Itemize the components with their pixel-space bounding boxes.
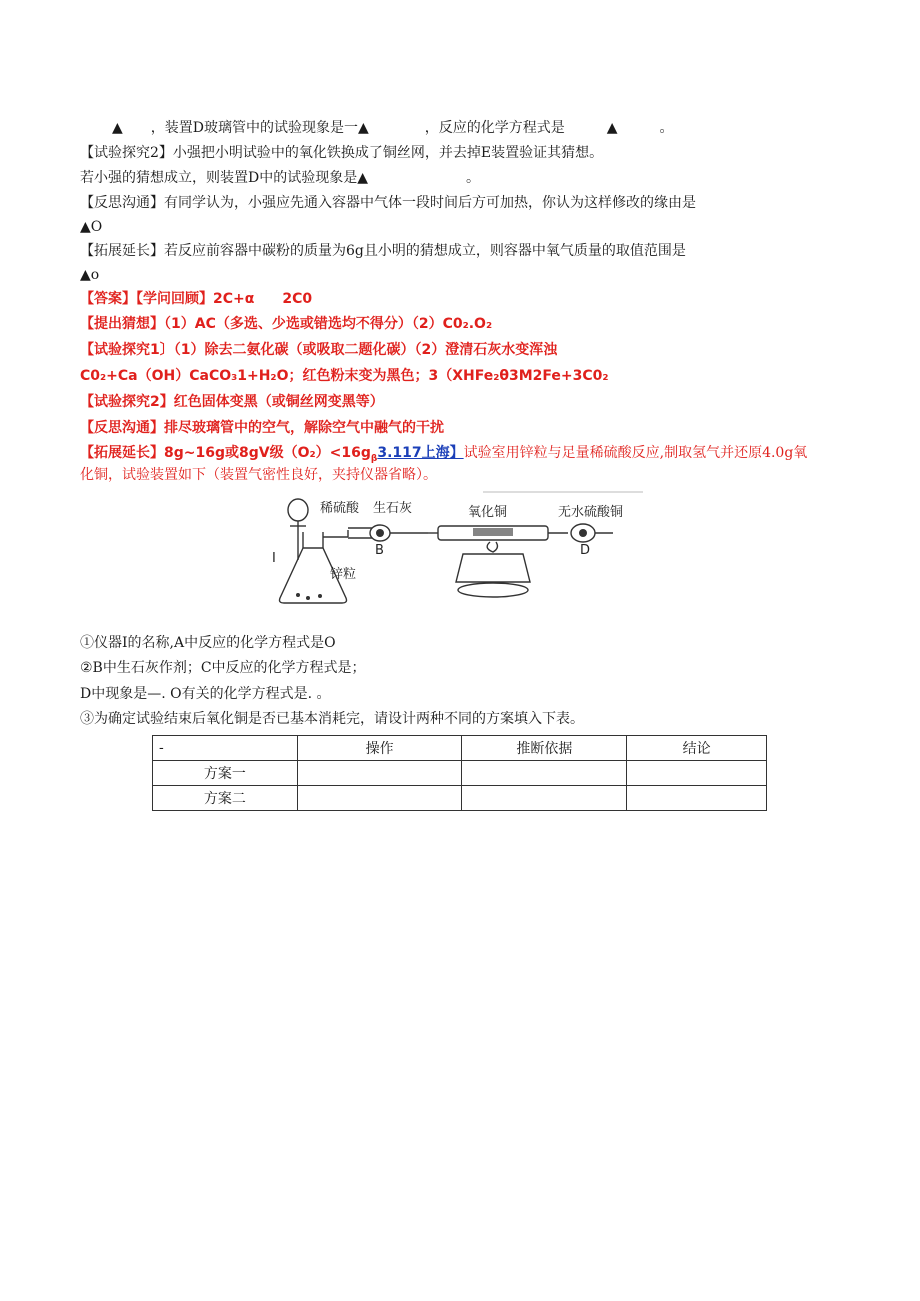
table-header-cell: 操作 bbox=[297, 736, 462, 761]
alcohol-lamp-icon bbox=[458, 583, 528, 597]
zinc-granule bbox=[318, 594, 322, 598]
question-4: ③为确定试验结束后氧化铜是否已基本消耗完，请设计两种不同的方案填入下表。 bbox=[80, 711, 584, 727]
table-cell-basis bbox=[462, 786, 627, 811]
table-header-cell: 推断依据 bbox=[462, 736, 627, 761]
label-zinc-granules: 锌粒 bbox=[330, 567, 357, 582]
answer-line-4: C0₂+Ca（OH）CaCO₃1+H₂O；红色粉末变为黑色；3（XHFe₂θ3M2Fe+3C0₂ bbox=[80, 368, 609, 384]
label-copper-oxide: 氧化铜 bbox=[468, 505, 508, 520]
answer-line-8: 化铜，试验装置如下（装置气密性良好，夹持仪器省略）。 bbox=[80, 467, 437, 483]
table-cell-conclusion bbox=[627, 761, 767, 786]
cuso4-granules bbox=[579, 529, 587, 537]
text-line-1: ▲ ，装置D玻璃管中的试验现象是一▲ ，反应的化学方程式是 ▲ 。 bbox=[112, 120, 674, 136]
table-row bbox=[153, 761, 767, 786]
text-line-2: 【试验探究2】小强把小明试验中的氧化铁换成了铜丝网，并去掉E装置验证其猜想。 bbox=[80, 145, 604, 161]
source-link[interactable]: 3.117上海】 bbox=[377, 445, 464, 461]
apparatus-svg bbox=[268, 490, 648, 610]
zinc-granule bbox=[296, 593, 300, 597]
separatory-funnel-icon bbox=[288, 499, 308, 521]
table-cell-operation bbox=[297, 786, 462, 811]
text-line-5: ▲O bbox=[80, 219, 103, 235]
table-header-cell: - bbox=[153, 736, 298, 761]
label-B: B bbox=[375, 543, 384, 558]
table-cell-basis bbox=[462, 761, 627, 786]
table-cell-operation bbox=[297, 761, 462, 786]
zinc-granule bbox=[306, 596, 310, 600]
text-line-4: 【反思沟通】有同学认为，小强应先通入容器中气体一段时间后方可加热，你认为这样修改的缘由是 bbox=[80, 195, 696, 211]
answer-line-3: 【试验探究1〕（1）除去二氨化碳（或吸取二题化碳）（2）澄清石灰水变浑浊 bbox=[80, 342, 558, 358]
copper-oxide-powder bbox=[473, 528, 513, 536]
burner-shield-icon bbox=[456, 554, 530, 582]
label-D: D bbox=[580, 543, 591, 558]
plan-table bbox=[152, 735, 767, 811]
label-instrument-I: I bbox=[272, 551, 276, 566]
answer-7-plain: 试验室用锌粒与足量稀硫酸反应,制取氢气并还原4.0g氧 bbox=[463, 445, 808, 461]
table-header-cell: 结论 bbox=[627, 736, 767, 761]
apparatus-diagram bbox=[268, 490, 648, 610]
text-line-3: 若小强的猜想成立，则装置D中的试验现象是▲ 。 bbox=[80, 170, 480, 186]
label-anhydrous-copper-sulfate: 无水硫酸铜 bbox=[558, 505, 624, 520]
answer-line-6: 【反思沟通】排尽玻璃管中的空气，解除空气中融气的干扰 bbox=[80, 420, 444, 436]
table-cell-conclusion bbox=[627, 786, 767, 811]
question-1: ①仪器I的名称,A中反应的化学方程式是O bbox=[80, 635, 336, 651]
table-header-row bbox=[153, 736, 767, 761]
text-line-7: ▲o bbox=[80, 267, 100, 283]
flame-icon bbox=[487, 542, 497, 552]
lime-granules bbox=[376, 529, 384, 537]
answer-line-1: 【答案】【学问回顾】2C+α 2C0 bbox=[80, 291, 313, 307]
table-cell-plan-name: 方案二 bbox=[153, 786, 298, 811]
answer-line-2: 【提出猜想】（1）AC（多选、少选或错选均不得分）（2）C0₂.O₂ bbox=[80, 316, 493, 332]
answer-line-5: 【试验探究2】红色固体变黑（或铜丝网变黑等） bbox=[80, 394, 384, 410]
question-3: D中现象是—. O有关的化学方程式是. 。 bbox=[80, 686, 331, 702]
answer-7-sub: β bbox=[370, 453, 378, 464]
label-dilute-sulfuric-acid: 稀硫酸 bbox=[320, 501, 360, 516]
answer-7-bold: 【拓展延长】8g~16g或8gV级（O₂）<16g bbox=[80, 445, 371, 461]
text-line-6: 【拓展延长】若反应前容器中碳粉的质量为6g且小明的猜想成立，则容器中氧气质量的取值范围是 bbox=[80, 243, 686, 259]
table-row bbox=[153, 786, 767, 811]
question-2: ②B中生石灰作剂；C中反应的化学方程式是； bbox=[80, 660, 366, 676]
label-quicklime: 生石灰 bbox=[373, 501, 413, 516]
drying-tube-b bbox=[348, 528, 372, 538]
table-cell-plan-name: 方案一 bbox=[153, 761, 298, 786]
